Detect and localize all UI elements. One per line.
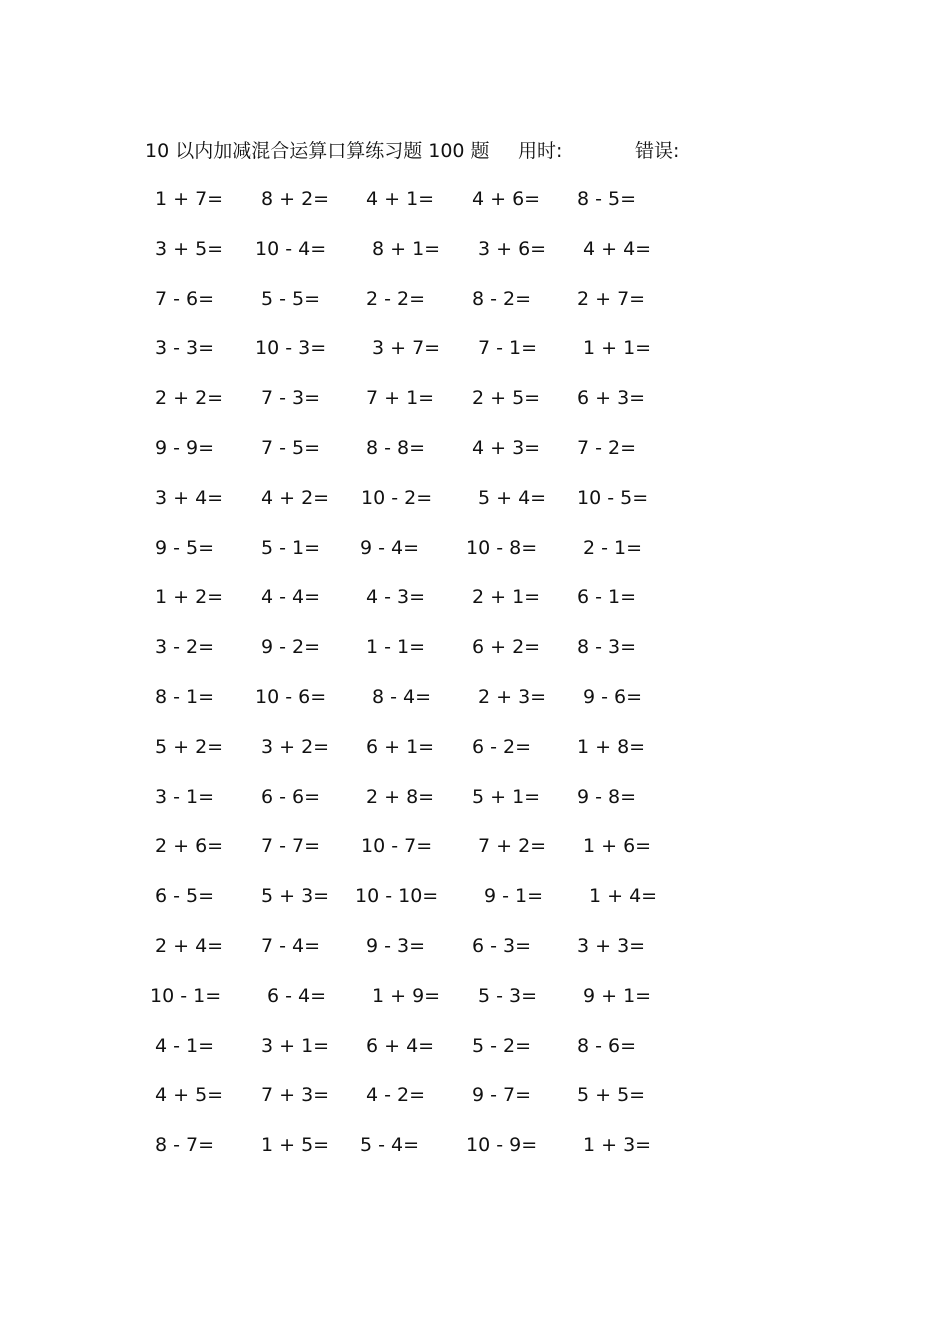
arithmetic-problem: 5 - 1=: [261, 536, 321, 559]
arithmetic-problem: 3 + 4=: [155, 486, 224, 509]
arithmetic-problem: 10 - 8=: [466, 536, 538, 559]
arithmetic-problem: 5 - 2=: [472, 1034, 532, 1057]
arithmetic-problem: 4 - 1=: [155, 1034, 215, 1057]
time-used-label: 用时:: [518, 140, 563, 162]
problem-row: [0, 879, 950, 929]
arithmetic-problem: 5 + 4=: [478, 486, 547, 509]
arithmetic-problem: 2 + 8=: [366, 785, 435, 808]
arithmetic-problem: 9 - 9=: [155, 436, 215, 459]
arithmetic-problem: 9 - 7=: [472, 1084, 532, 1107]
arithmetic-problem: 10 - 6=: [255, 685, 327, 708]
arithmetic-problem: 5 + 3=: [261, 885, 330, 908]
arithmetic-problem: 4 + 1=: [366, 188, 435, 210]
arithmetic-problem: 6 - 2=: [472, 735, 532, 758]
arithmetic-problem: 8 + 2=: [261, 188, 330, 210]
arithmetic-problem: 10 - 4=: [255, 237, 327, 260]
arithmetic-problem: 8 - 1=: [155, 685, 215, 708]
arithmetic-problem: 2 + 4=: [155, 934, 224, 957]
arithmetic-problem: 3 + 7=: [372, 337, 441, 360]
arithmetic-problem: 2 - 1=: [583, 536, 643, 559]
arithmetic-problem: 4 + 4=: [583, 237, 652, 260]
arithmetic-problem: 8 - 2=: [472, 287, 532, 310]
arithmetic-problem: 7 - 2=: [577, 436, 637, 459]
arithmetic-problem: 3 + 2=: [261, 735, 330, 758]
arithmetic-problem: 4 - 2=: [366, 1084, 426, 1107]
arithmetic-problem: 4 + 5=: [155, 1084, 224, 1107]
arithmetic-problem: 6 + 2=: [472, 636, 541, 659]
arithmetic-problem: 1 + 3=: [583, 1134, 652, 1157]
arithmetic-problem: 1 + 9=: [372, 984, 441, 1007]
problem-row: [0, 1078, 950, 1128]
problem-row: [0, 531, 950, 581]
arithmetic-problem: 1 + 5=: [261, 1134, 330, 1157]
problem-row: [0, 829, 950, 879]
problem-row: [0, 1128, 950, 1178]
problem-row: [0, 232, 950, 282]
problem-row: [0, 630, 950, 680]
arithmetic-problem: 2 + 3=: [478, 685, 547, 708]
arithmetic-problem: 1 + 8=: [577, 735, 646, 758]
arithmetic-problem: 6 + 3=: [577, 387, 646, 410]
arithmetic-problem: 2 + 6=: [155, 835, 224, 858]
arithmetic-problem: 10 - 1=: [150, 984, 222, 1007]
arithmetic-problem: 6 - 4=: [267, 984, 327, 1007]
arithmetic-problem: 5 - 4=: [360, 1134, 420, 1157]
problem-row: [0, 780, 950, 830]
problem-row: [0, 381, 950, 431]
arithmetic-problem: 6 - 1=: [577, 586, 637, 609]
arithmetic-problem: 9 - 5=: [155, 536, 215, 559]
problem-row: [0, 580, 950, 630]
arithmetic-problem: 4 + 3=: [472, 436, 541, 459]
problem-row: [0, 730, 950, 780]
arithmetic-problem: 7 - 4=: [261, 934, 321, 957]
arithmetic-problem: 3 + 1=: [261, 1034, 330, 1057]
problem-row: [0, 431, 950, 481]
arithmetic-problem: 4 - 4=: [261, 586, 321, 609]
arithmetic-problem: 6 + 4=: [366, 1034, 435, 1057]
arithmetic-problem: 9 - 2=: [261, 636, 321, 659]
arithmetic-problem: 9 - 6=: [583, 685, 643, 708]
arithmetic-problem: 7 - 1=: [478, 337, 538, 360]
arithmetic-problem: 8 - 8=: [366, 436, 426, 459]
arithmetic-problem: 2 + 5=: [472, 387, 541, 410]
problem-row: [0, 481, 950, 531]
arithmetic-problem: 9 + 1=: [583, 984, 652, 1007]
arithmetic-problem: 8 - 6=: [577, 1034, 637, 1057]
arithmetic-problem: 9 - 3=: [366, 934, 426, 957]
arithmetic-problem: 1 + 4=: [589, 885, 658, 908]
arithmetic-problem: 2 + 2=: [155, 387, 224, 410]
arithmetic-problem: 5 - 3=: [478, 984, 538, 1007]
arithmetic-problem: 6 - 5=: [155, 885, 215, 908]
arithmetic-problem: 2 + 1=: [472, 586, 541, 609]
arithmetic-problem: 10 - 5=: [577, 486, 649, 509]
arithmetic-problem: 4 - 3=: [366, 586, 426, 609]
arithmetic-problem: 10 - 10=: [355, 885, 439, 908]
arithmetic-problem: 7 - 7=: [261, 835, 321, 858]
arithmetic-problem: 1 + 2=: [155, 586, 224, 609]
arithmetic-problem: 1 + 7=: [155, 188, 224, 210]
arithmetic-problem: 10 - 9=: [466, 1134, 538, 1157]
arithmetic-problem: 3 + 6=: [478, 237, 547, 260]
arithmetic-problem: 6 - 3=: [472, 934, 532, 957]
arithmetic-problem: 6 + 1=: [366, 735, 435, 758]
arithmetic-problem: 6 - 6=: [261, 785, 321, 808]
arithmetic-problem: 7 - 6=: [155, 287, 215, 310]
arithmetic-problem: 8 + 1=: [372, 237, 441, 260]
arithmetic-problem: 7 + 3=: [261, 1084, 330, 1107]
errors-label: 错误:: [635, 140, 680, 162]
arithmetic-problem: 1 - 1=: [366, 636, 426, 659]
worksheet-title: 10 以内加减混合运算口算练习题 100 题: [145, 140, 490, 162]
arithmetic-problem: 4 + 6=: [472, 188, 541, 210]
arithmetic-problem: 2 - 2=: [366, 287, 426, 310]
arithmetic-problem: 9 - 8=: [577, 785, 637, 808]
arithmetic-problem: 5 + 1=: [472, 785, 541, 808]
arithmetic-problem: 7 + 1=: [366, 387, 435, 410]
arithmetic-problem: 10 - 2=: [361, 486, 433, 509]
arithmetic-problem: 1 + 1=: [583, 337, 652, 360]
arithmetic-problem: 9 - 4=: [360, 536, 420, 559]
arithmetic-problem: 9 - 1=: [484, 885, 544, 908]
arithmetic-problem: 3 - 3=: [155, 337, 215, 360]
arithmetic-problem: 8 - 5=: [577, 188, 637, 210]
arithmetic-problem: 4 + 2=: [261, 486, 330, 509]
arithmetic-problem: 8 - 7=: [155, 1134, 215, 1157]
arithmetic-problem: 10 - 3=: [255, 337, 327, 360]
problem-row: [0, 929, 950, 979]
problem-row: [0, 182, 950, 232]
problem-grid: [0, 182, 950, 1178]
arithmetic-problem: 5 + 5=: [577, 1084, 646, 1107]
arithmetic-problem: 7 - 5=: [261, 436, 321, 459]
arithmetic-problem: 8 - 3=: [577, 636, 637, 659]
arithmetic-problem: 3 + 5=: [155, 237, 224, 260]
arithmetic-problem: 3 - 1=: [155, 785, 215, 808]
arithmetic-problem: 2 + 7=: [577, 287, 646, 310]
arithmetic-problem: 7 + 2=: [478, 835, 547, 858]
arithmetic-problem: 8 - 4=: [372, 685, 432, 708]
problem-row: [0, 1029, 950, 1079]
arithmetic-problem: 1 + 6=: [583, 835, 652, 858]
arithmetic-problem: 5 - 5=: [261, 287, 321, 310]
problem-row: [0, 979, 950, 1029]
arithmetic-problem: 7 - 3=: [261, 387, 321, 410]
problem-row: [0, 282, 950, 332]
worksheet-header: [145, 136, 765, 166]
arithmetic-problem: 10 - 7=: [361, 835, 433, 858]
problem-row: [0, 331, 950, 381]
arithmetic-problem: 3 - 2=: [155, 636, 215, 659]
problem-row: [0, 680, 950, 730]
arithmetic-problem: 3 + 3=: [577, 934, 646, 957]
arithmetic-problem: 5 + 2=: [155, 735, 224, 758]
